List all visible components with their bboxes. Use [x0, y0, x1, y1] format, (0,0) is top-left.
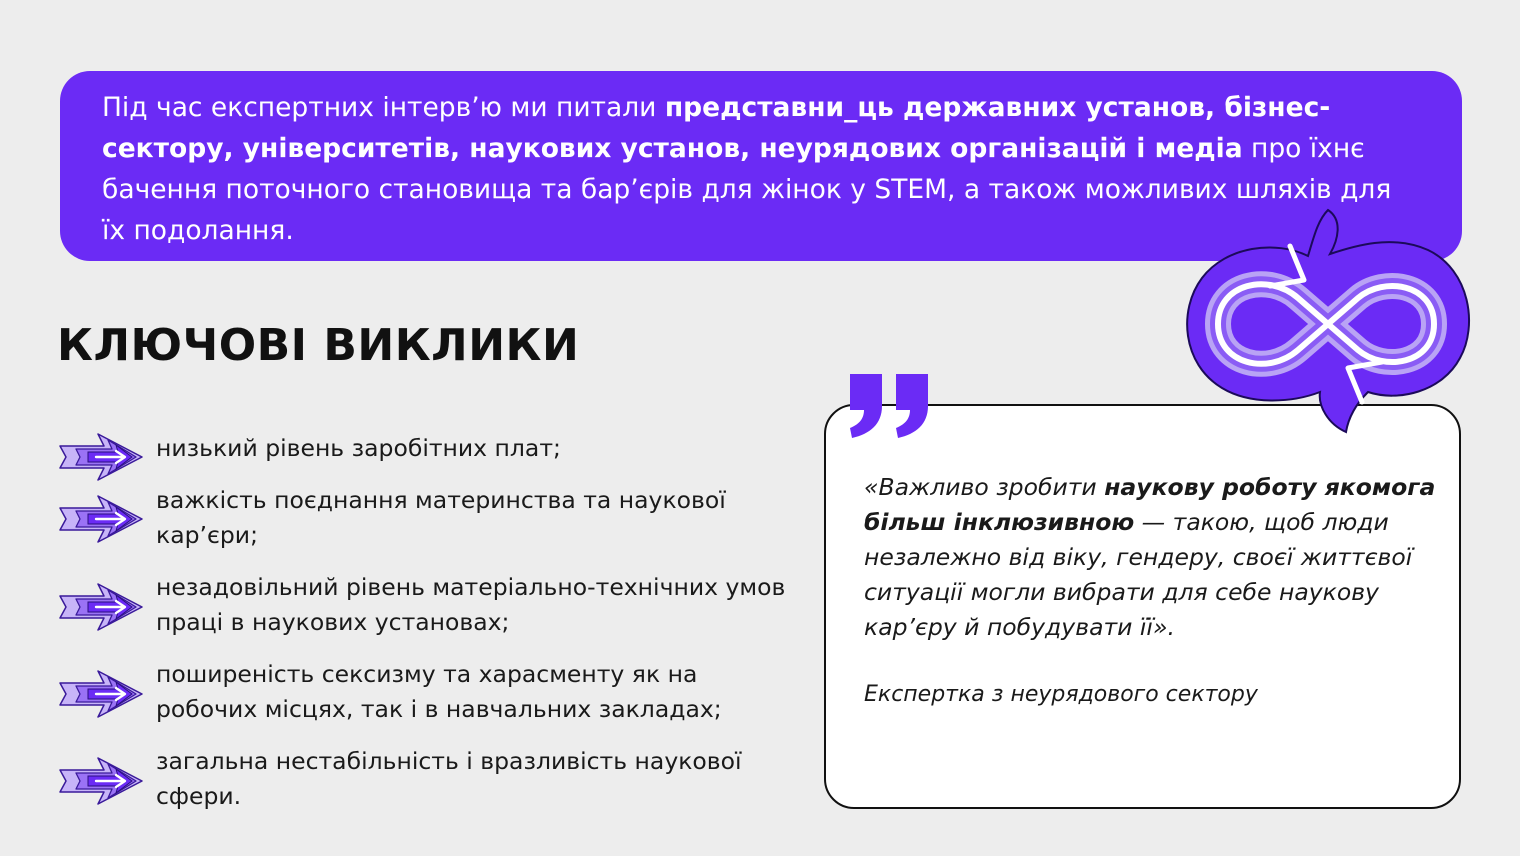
double-arrow-icon	[58, 428, 144, 486]
quote-text-end: — такою, щоб люди незалежно від віку, гендеру, своєї життєвої ситуації могли вибрати для себе наукову кар’єру й побудувати її».	[864, 508, 1413, 641]
quote-text-start: «Важливо зробити	[864, 473, 1105, 501]
intro-text-end: про їхнє бачення поточного становища та бар’єрів для жінок у STEM, а також можливих шляхів для їх подолання.	[102, 133, 1392, 246]
section-heading: КЛЮЧОВІ ВИКЛИКИ	[57, 320, 580, 371]
challenge-text: важкість поєднання материнства та наукової кар’єри;	[156, 486, 726, 549]
challenge-text: поширеність сексизму та харасменту як на робочих місцях, так і в навчальних закладах;	[156, 660, 722, 723]
double-arrow-icon	[58, 578, 144, 636]
double-arrow-icon	[58, 490, 144, 548]
intro-highlight: представни_ць державних установ, бізнес-сектору, університетів, наукових установ, неурядових організацій і медіа	[102, 92, 1331, 164]
infinity-arrows-icon	[1178, 206, 1474, 436]
challenge-text: незадовільний рівень матеріально-технічних умов праці в наукових установах;	[156, 573, 786, 636]
list-item	[58, 486, 798, 553]
double-arrow-icon	[58, 752, 144, 810]
list-item	[58, 747, 798, 814]
quote-author: Експертка з неурядового сектору	[864, 682, 1258, 707]
challenge-text: загальна нестабільність і вразливість наукової сфери.	[156, 747, 742, 810]
quotation-mark-icon	[840, 372, 940, 442]
quote-highlight: наукову роботу якомога більш інклюзивною	[864, 473, 1436, 536]
list-item	[58, 428, 798, 486]
quote-text	[864, 470, 1444, 645]
intro-text: Під час експертних інтерв’ю ми питали	[102, 92, 665, 123]
double-arrow-icon	[58, 665, 144, 723]
list-item	[58, 573, 798, 640]
list-item	[58, 660, 798, 727]
challenge-text: низький рівень заробітних плат;	[156, 434, 561, 462]
